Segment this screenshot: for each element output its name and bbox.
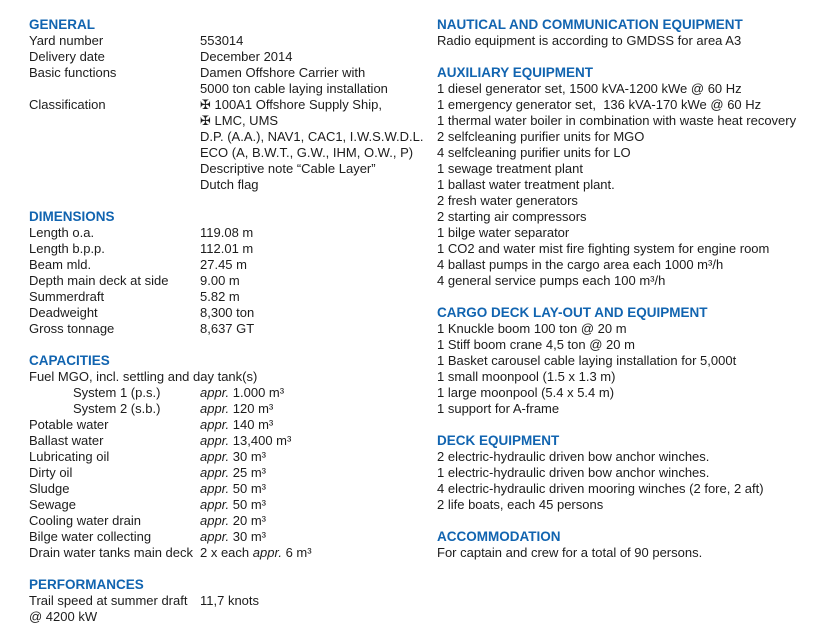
spec-row bbox=[29, 97, 437, 113]
spec-value: December 2014 bbox=[200, 49, 293, 64]
equipment-line: 1 ballast water treatment plant. bbox=[437, 177, 615, 192]
equipment-line: 2 starting air compressors bbox=[437, 209, 587, 224]
equipment-line: For captain and crew for a total of 90 persons. bbox=[437, 545, 703, 560]
section-deck-equipment bbox=[437, 433, 830, 513]
spec-value: Descriptive note “Cable Layer” bbox=[200, 161, 376, 176]
spec-row bbox=[29, 129, 437, 145]
equipment-line: 4 general service pumps each 100 m³/h bbox=[437, 273, 666, 288]
spec-label bbox=[29, 129, 200, 145]
spec-label: Gross tonnage bbox=[29, 321, 115, 336]
spec-label bbox=[29, 593, 200, 625]
section-heading-performances: PERFORMANCES bbox=[29, 577, 144, 592]
section-cargo-deck bbox=[437, 305, 830, 417]
equipment-line: 1 large moonpool (5.4 x 5.4 m) bbox=[437, 385, 615, 400]
spec-value: ECO (A, B.W.T., G.W., IHM, O.W., P) bbox=[200, 145, 414, 160]
capacity-row bbox=[29, 465, 437, 481]
spec-label: Lubricating oil bbox=[29, 449, 110, 464]
spec-label: System 2 (s.b.) bbox=[73, 401, 161, 416]
equipment-line: 1 Stiff boom crane 4,5 ton @ 20 m bbox=[437, 337, 635, 352]
approx-marker: appr. bbox=[200, 481, 230, 496]
spec-row bbox=[29, 257, 437, 273]
spec-value classification-value: ✠ 100A1 Offshore Supply Ship, bbox=[200, 97, 382, 112]
capacity-amount: 50 m³ bbox=[232, 481, 267, 496]
spec-row bbox=[29, 321, 437, 337]
section-auxiliary bbox=[437, 65, 830, 289]
spec-value bbox=[200, 417, 273, 433]
spec-value: Damen Offshore Carrier with bbox=[200, 65, 366, 80]
approx-marker: appr. bbox=[252, 545, 282, 560]
spec-value: 8,637 GT bbox=[200, 321, 255, 336]
equipment-line: 2 fresh water generators bbox=[437, 193, 578, 208]
equipment-line: 1 bilge water separator bbox=[437, 225, 570, 240]
approx-marker: appr. bbox=[200, 417, 230, 432]
spec-value: 8,300 ton bbox=[200, 305, 255, 320]
spec-value bbox=[200, 497, 266, 513]
approx-marker: appr. bbox=[200, 513, 230, 528]
spec-value bbox=[200, 513, 266, 529]
capacity-row bbox=[29, 417, 437, 433]
spec-value: 27.45 m bbox=[200, 257, 247, 272]
spec-label: Length b.p.p. bbox=[29, 241, 105, 256]
spec-row bbox=[29, 33, 437, 49]
equipment-line: 4 ballast pumps in the cargo area each 1000 m³/h bbox=[437, 257, 724, 272]
spec-row bbox=[29, 273, 437, 289]
spec-label: Delivery date bbox=[29, 49, 105, 64]
spec-label: Yard number bbox=[29, 33, 104, 48]
section-heading-dimensions: DIMENSIONS bbox=[29, 209, 115, 224]
equipment-line: 1 diesel generator set, 1500 kVA-1200 kWe @ 60 Hz bbox=[437, 81, 742, 96]
spec-label bbox=[29, 161, 200, 177]
spec-value bbox=[200, 385, 284, 401]
equipment-line: 1 Knuckle boom 100 ton @ 20 m bbox=[437, 321, 627, 336]
spec-row bbox=[29, 161, 437, 177]
capacity-amount: 50 m³ bbox=[232, 497, 267, 512]
spec-value: Dutch flag bbox=[200, 177, 259, 192]
capacity-amount: 1.000 m³ bbox=[232, 385, 285, 400]
equipment-line: 1 small moonpool (1.5 x 1.3 m) bbox=[437, 369, 616, 384]
spec-label: Classification bbox=[29, 97, 106, 112]
spec-label: Beam mld. bbox=[29, 257, 92, 272]
equipment-line: 4 electric-hydraulic driven mooring winches (2 fore, 2 aft) bbox=[437, 481, 764, 496]
equipment-line: 1 sewage treatment plant bbox=[437, 161, 583, 176]
spec-value: 9.00 m bbox=[200, 273, 240, 288]
spec-label: Deadweight bbox=[29, 305, 98, 320]
spec-label: Length o.a. bbox=[29, 225, 95, 240]
spec-row bbox=[29, 225, 437, 241]
spec-value bbox=[200, 465, 266, 481]
spec-value: 5000 ton cable laying installation bbox=[200, 81, 388, 96]
spec-label bbox=[29, 113, 200, 129]
spec-row bbox=[29, 65, 437, 81]
equipment-line: 1 support for A-frame bbox=[437, 401, 560, 416]
spec-label: Sewage bbox=[29, 497, 76, 512]
capacity-row bbox=[29, 433, 437, 449]
section-nautical bbox=[437, 17, 830, 49]
capacity-row bbox=[29, 481, 437, 497]
spec-value bbox=[200, 401, 273, 417]
capacity-amount: 30 m³ bbox=[232, 449, 267, 464]
capacity-amount: 6 m³ bbox=[285, 545, 312, 560]
spec-label: Summerdraft bbox=[29, 289, 105, 304]
capacity-amount: 120 m³ bbox=[232, 401, 274, 416]
spec-label: Dirty oil bbox=[29, 465, 73, 480]
equipment-line: 1 emergency generator set, 136 kVA-170 kWe @ 60 Hz bbox=[437, 97, 762, 112]
spec-label bbox=[29, 145, 200, 161]
spec-value: 119.08 m bbox=[200, 225, 254, 240]
approx-marker: appr. bbox=[200, 465, 230, 480]
right-column bbox=[437, 17, 830, 625]
section-heading-auxiliary: AUXILIARY EQUIPMENT bbox=[437, 65, 594, 80]
section-heading-cargo-deck: CARGO DECK LAY-OUT AND EQUIPMENT bbox=[437, 305, 708, 320]
spec-row bbox=[29, 81, 437, 97]
capacity-row bbox=[29, 545, 437, 561]
left-column bbox=[29, 17, 437, 625]
section-dimensions bbox=[29, 209, 437, 337]
spec-value: 5.82 m bbox=[200, 289, 240, 304]
approx-marker: appr. bbox=[200, 529, 230, 544]
spec-value: ✠ LMC, UMS bbox=[200, 113, 279, 128]
capacity-row bbox=[29, 449, 437, 465]
section-heading-deck-equipment: DECK EQUIPMENT bbox=[437, 433, 560, 448]
capacity-row bbox=[29, 401, 437, 417]
spec-value bbox=[200, 481, 266, 497]
spec-label bbox=[29, 81, 200, 97]
spec-label: Potable water bbox=[29, 417, 109, 432]
spec-value bbox=[200, 545, 312, 561]
spec-row bbox=[29, 289, 437, 305]
capacity-amount: 13,400 m³ bbox=[232, 433, 292, 448]
approx-marker: appr. bbox=[200, 385, 230, 400]
spec-value bbox=[200, 433, 291, 449]
equipment-line: 2 electric-hydraulic driven bow anchor winches. bbox=[437, 449, 710, 464]
spec-value bbox=[200, 449, 266, 465]
spec-value: 11,7 knots bbox=[200, 593, 260, 608]
spec-row bbox=[29, 593, 437, 625]
performance-label-line2: @ 4200 kW bbox=[29, 609, 98, 624]
spec-label: Depth main deck at side bbox=[29, 273, 169, 288]
spec-value: 112.01 m bbox=[200, 241, 254, 256]
approx-marker: appr. bbox=[200, 497, 230, 512]
spec-row bbox=[29, 49, 437, 65]
section-accommodation bbox=[437, 529, 830, 561]
spec-label: Drain water tanks main deck bbox=[29, 545, 194, 560]
capacity-row bbox=[29, 497, 437, 513]
approx-marker: appr. bbox=[200, 433, 230, 448]
section-heading-capacities: CAPACITIES bbox=[29, 353, 110, 368]
spec-row bbox=[29, 305, 437, 321]
spec-value: 553014 bbox=[200, 33, 244, 48]
capacity-amount: 20 m³ bbox=[232, 513, 267, 528]
spec-label: Sludge bbox=[29, 481, 70, 496]
spec-row bbox=[29, 113, 437, 129]
spec-label bbox=[29, 177, 200, 193]
capacity-amount: 30 m³ bbox=[232, 529, 267, 544]
capacity-amount: 25 m³ bbox=[232, 465, 267, 480]
capacity-row bbox=[29, 529, 437, 545]
spec-label: Ballast water bbox=[29, 433, 104, 448]
spec-label: Basic functions bbox=[29, 65, 117, 80]
equipment-line: 1 CO2 and water mist fire fighting system for engine room bbox=[437, 241, 770, 256]
equipment-line: 4 selfcleaning purifier units for LO bbox=[437, 145, 631, 160]
section-capacities bbox=[29, 353, 437, 561]
equipment-line: 2 selfcleaning purifier units for MGO bbox=[437, 129, 645, 144]
spec-label: Cooling water drain bbox=[29, 513, 142, 528]
equipment-line: 1 electric-hydraulic driven bow anchor winches. bbox=[437, 465, 710, 480]
equipment-line: 1 thermal water boiler in combination with waste heat recovery bbox=[437, 113, 797, 128]
section-performances bbox=[29, 577, 437, 625]
equipment-line: Radio equipment is according to GMDSS for area A3 bbox=[437, 33, 742, 48]
approx-marker: appr. bbox=[200, 449, 230, 464]
capacity-row bbox=[29, 513, 437, 529]
section-general bbox=[29, 17, 437, 193]
spec-label: System 1 (p.s.) bbox=[73, 385, 161, 400]
capacity-amount: 140 m³ bbox=[232, 417, 274, 432]
spec-row bbox=[29, 145, 437, 161]
performance-label-line1: Trail speed at summer draft bbox=[29, 593, 188, 608]
section-heading-accommodation: ACCOMMODATION bbox=[437, 529, 561, 544]
spec-row bbox=[29, 177, 437, 193]
section-heading-nautical: NAUTICAL AND COMMUNICATION EQUIPMENT bbox=[437, 17, 743, 32]
spec-label: Bilge water collecting bbox=[29, 529, 152, 544]
spec-row bbox=[29, 241, 437, 257]
spec-value bbox=[200, 529, 266, 545]
approx-marker: appr. bbox=[200, 401, 230, 416]
capacity-row bbox=[29, 385, 437, 401]
capacity-prefix: 2 x each bbox=[200, 545, 250, 560]
capacities-intro: Fuel MGO, incl. settling and day tank(s) bbox=[29, 369, 258, 384]
section-heading-general: GENERAL bbox=[29, 17, 96, 32]
spec-value: D.P. (A.A.), NAV1, CAC1, I.W.S.W.D.L. bbox=[200, 129, 424, 144]
equipment-line: 1 Basket carousel cable laying installation for 5,000t bbox=[437, 353, 737, 368]
equipment-line: 2 life boats, each 45 persons bbox=[437, 497, 604, 512]
